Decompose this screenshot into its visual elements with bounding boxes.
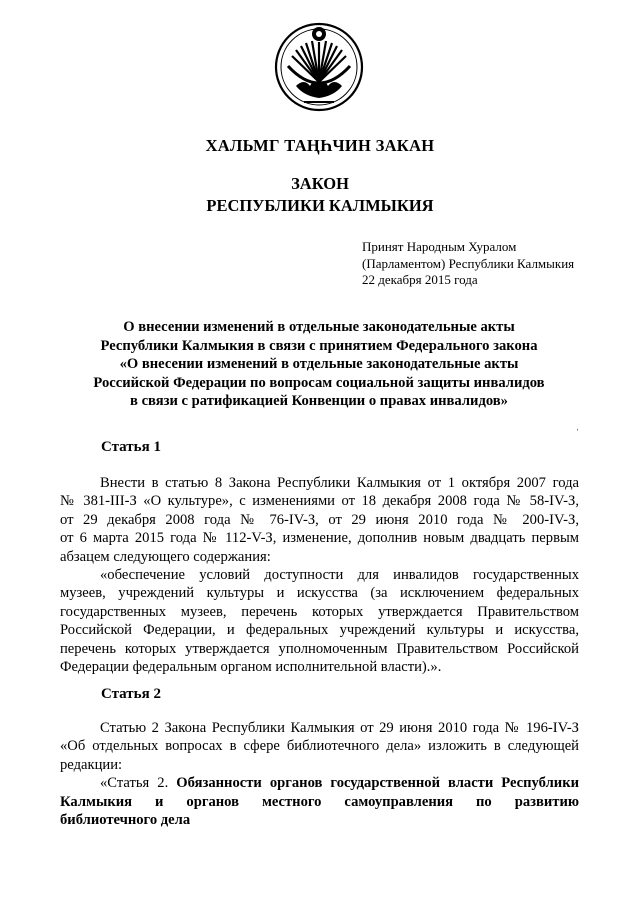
paragraph-line: «обеспечение условий доступности для инвалидов государственных [100, 567, 579, 584]
subject-line: Российской Федерации по вопросам социальной защиты инвалидов [93, 374, 545, 391]
paragraph-line: музеев, учреждений культуры и искусства (за исключением федеральных [60, 585, 579, 602]
paragraph-line: Внести в статью 8 Закона Республики Калмыкия от 1 октября 2007 года [100, 475, 579, 491]
article-1-heading: Статья 1 [101, 439, 161, 455]
subject-line: Республики Калмыкия в связи с принятием Федерального закона [100, 337, 538, 354]
paragraph-line: «Об отдельных вопросах в сфере библиотечного дела» изложить в следующей [60, 738, 579, 755]
paragraph-line: от 6 марта 2015 года № 112-V-З, изменение, дополнив новым двадцать первым [60, 530, 579, 547]
paragraph-line: перечень которых утверждается уполномоченным Правительством Российской [60, 640, 579, 657]
quote-title: Обязанности органов государственной власти Республики [176, 775, 580, 792]
paragraph-line: абзацем следующего содержания: [60, 548, 271, 565]
law-title [60, 173, 580, 217]
adoption-line: Принят Народным Хуралом [362, 239, 517, 254]
adoption-line: (Парламентом) Республики Калмыкия [362, 255, 575, 271]
adoption-line: 22 декабря 2015 года [362, 272, 478, 287]
law-subject [60, 318, 578, 411]
adoption-note [362, 239, 574, 289]
paragraph-line: государственных музеев, перечень которых утверждается Правительством [60, 603, 579, 620]
kalmyk-title: ХАЛЬМГ ТАҢҺЧИН ЗАКАН [205, 136, 435, 155]
law-title-line-1: ЗАКОН [291, 174, 349, 193]
paragraph-line: Статью 2 Закона Республики Калмыкия от 29 июня 2010 года № 196-IV-З [100, 720, 579, 736]
subject-line: О внесении изменений в отдельные законодательные акты [123, 319, 515, 335]
quote-title-line: библиотечного дела [60, 812, 191, 829]
stray-mark: ˌ [576, 420, 580, 431]
quote-title-line [60, 774, 579, 792]
quote-title-line: Калмыкия и органов местного самоуправления по развитию [60, 793, 579, 810]
article-2-heading: Статья 2 [101, 686, 161, 702]
subject-line: «О внесении изменений в отдельные законодательные акты [119, 356, 519, 372]
paragraph-line: редакции: [60, 756, 123, 773]
paragraph-line: от 29 декабря 2008 года № 76-IV-З, от 29 июня 2010 года № 200-IV-З, [60, 511, 579, 528]
paragraph-line: № 381-III-З «О культуре», с изменениями от 18 декабря 2008 года № 58-IV-З, [60, 493, 579, 510]
article-1-body [60, 474, 579, 676]
coat-of-arms-emblem [274, 20, 364, 112]
quote-prefix: «Статья 2. [100, 775, 177, 792]
paragraph-line: Федерации федеральным органом исполнительной власти).». [60, 659, 442, 676]
paragraph-line: Российской Федерации, и федеральных учреждений культуры и искусства, [60, 622, 579, 639]
law-title-line-2: РЕСПУБЛИКИ КАЛМЫКИЯ [206, 196, 434, 215]
article-2-body [60, 719, 579, 829]
subject-line: в связи с ратификацией Конвенции о правах инвалидов» [130, 393, 508, 409]
